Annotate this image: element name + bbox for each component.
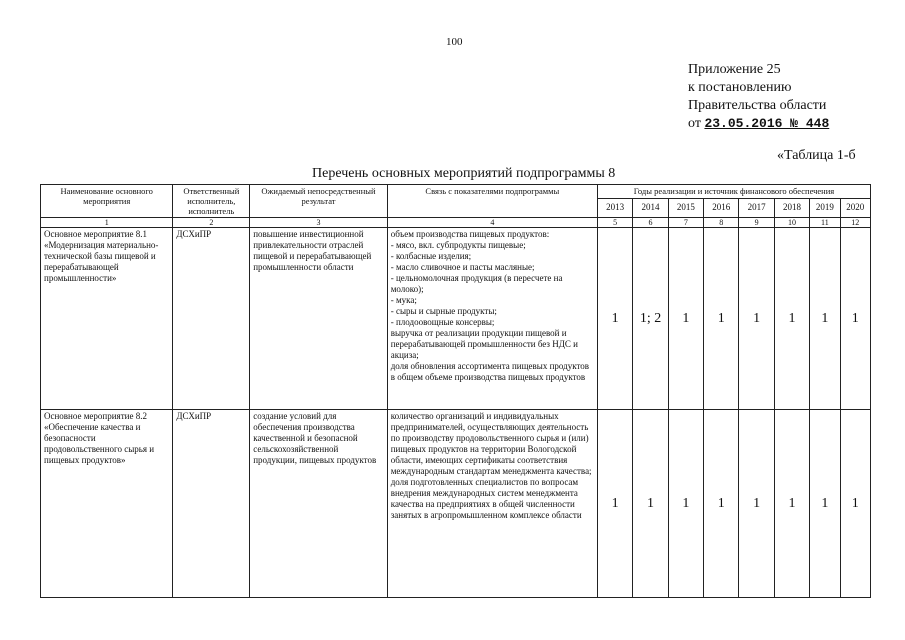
column-number: 3 [250, 218, 387, 228]
header-name: Наименование основного мероприятия [41, 185, 173, 218]
indicator-line: количество организаций и индивидуальных предпринимателей, осуществляющих деятельность по производству продовольственного сырья и (или) пищевых продуктов на территории Вологодской области, имеющих сертификаты соответствия международным стандартам менеджмента качества; [390, 411, 592, 476]
column-number: 11 [810, 218, 840, 228]
column-number: 9 [739, 218, 774, 228]
year-value-cell: 1 [597, 228, 632, 410]
column-number: 5 [597, 218, 632, 228]
year-header: 2015 [668, 199, 703, 218]
header-years-group: Годы реализации и источник финансового обеспечения [597, 185, 870, 199]
indicator-line: выручка от реализации продукции пищевой и перерабатывающей промышленности без НДС и акциза; [390, 328, 578, 360]
column-number: 8 [704, 218, 739, 228]
indicator-line: - мясо, вкл. субпродукты пищевые; [390, 240, 526, 250]
measures-table [40, 184, 871, 598]
header-result: Ожидаемый непосредственный результат [250, 185, 387, 218]
year-value-cell: 1 [774, 228, 809, 410]
table-row [41, 228, 871, 410]
column-number: 2 [173, 218, 250, 228]
indicator-line: - плодоовощные консервы; [390, 317, 495, 327]
executor-cell: ДСХиПР [173, 410, 250, 598]
year-value-cell: 1 [668, 228, 703, 410]
year-value-cell: 1 [668, 410, 703, 598]
appendix-line: к постановлению [688, 80, 792, 95]
expected-result-cell: повышение инвестиционной привлекательности отраслей пищевой и перерабатывающей промышленности области [250, 228, 387, 410]
appendix-date-line [688, 115, 829, 133]
indicators-cell [387, 228, 597, 410]
column-number: 7 [668, 218, 703, 228]
year-value-cell: 1 [704, 410, 739, 598]
column-number: 10 [774, 218, 809, 228]
indicator-line: - мука; [390, 295, 417, 305]
appendix-line: Приложение 25 [688, 62, 781, 77]
indicator-line: - сыры и сырные продукты; [390, 306, 497, 316]
year-value-cell: 1 [633, 410, 668, 598]
document-title: Перечень основных мероприятий подпрограммы 8 [312, 166, 616, 181]
year-header: 2016 [704, 199, 739, 218]
appendix-line: Правительства области [688, 98, 827, 113]
measure-name-cell: Основное мероприятие 8.1 «Модернизация материально-технической базы пищевой и перерабатывающей промышленности» [41, 228, 173, 410]
year-header: 2014 [633, 199, 668, 218]
indicator-line: - цельномолочная продукция (в пересчете на молоко); [390, 273, 563, 294]
year-header: 2013 [597, 199, 632, 218]
year-header: 2018 [774, 199, 809, 218]
year-value-cell: 1 [810, 228, 840, 410]
year-value-cell: 1 [774, 410, 809, 598]
date-signature-stamp: 23.05.2016 № 448 [704, 116, 830, 131]
year-header: 2019 [810, 199, 840, 218]
year-header: 2020 [840, 199, 870, 218]
header-executor: Ответственный исполнитель, исполнитель [173, 185, 250, 218]
measure-name-cell: Основное мероприятие 8.2 «Обеспечение качества и безопасности продовольственного сырья и пищевых продуктов» [41, 410, 173, 598]
year-value-cell: 1 [810, 410, 840, 598]
year-value-cell: 1 [704, 228, 739, 410]
year-value-cell: 1 [597, 410, 632, 598]
date-prefix: от [688, 116, 701, 131]
indicator-line: - колбасные изделия; [390, 251, 472, 261]
table-tag: «Таблица 1-б [777, 148, 856, 163]
header-indicators: Связь с показателями подпрограммы [387, 185, 597, 218]
year-header: 2017 [739, 199, 774, 218]
table-row [41, 410, 871, 598]
indicator-line: доля обновления ассортимента пищевых продуктов в общем объеме производства пищевых продуктов [390, 361, 590, 382]
indicator-line: доля подготовленных специалистов по вопросам внедрения международных систем менеджмента качества на предприятиях в общей численности занятых в агропромышленном комплексе области [390, 477, 582, 520]
column-number: 1 [41, 218, 173, 228]
year-value-cell: 1; 2 [633, 228, 668, 410]
year-value-cell: 1 [840, 228, 870, 410]
column-number: 4 [387, 218, 597, 228]
column-number: 6 [633, 218, 668, 228]
indicator-line: - масло сливочное и пасты масляные; [390, 262, 535, 272]
year-value-cell: 1 [739, 410, 774, 598]
year-value-cell: 1 [840, 410, 870, 598]
page-number: 100 [446, 36, 463, 48]
year-value-cell: 1 [739, 228, 774, 410]
header-row [41, 185, 871, 199]
indicator-line: объем производства пищевых продуктов: [390, 229, 550, 239]
appendix-block [688, 61, 829, 133]
column-number: 12 [840, 218, 870, 228]
expected-result-cell: создание условий для обеспечения производства качественной и безопасной сельскохозяйственной продукции, пищевых продуктов [250, 410, 387, 598]
indicators-cell [387, 410, 597, 598]
column-numbers-row [41, 218, 871, 228]
executor-cell: ДСХиПР [173, 228, 250, 410]
